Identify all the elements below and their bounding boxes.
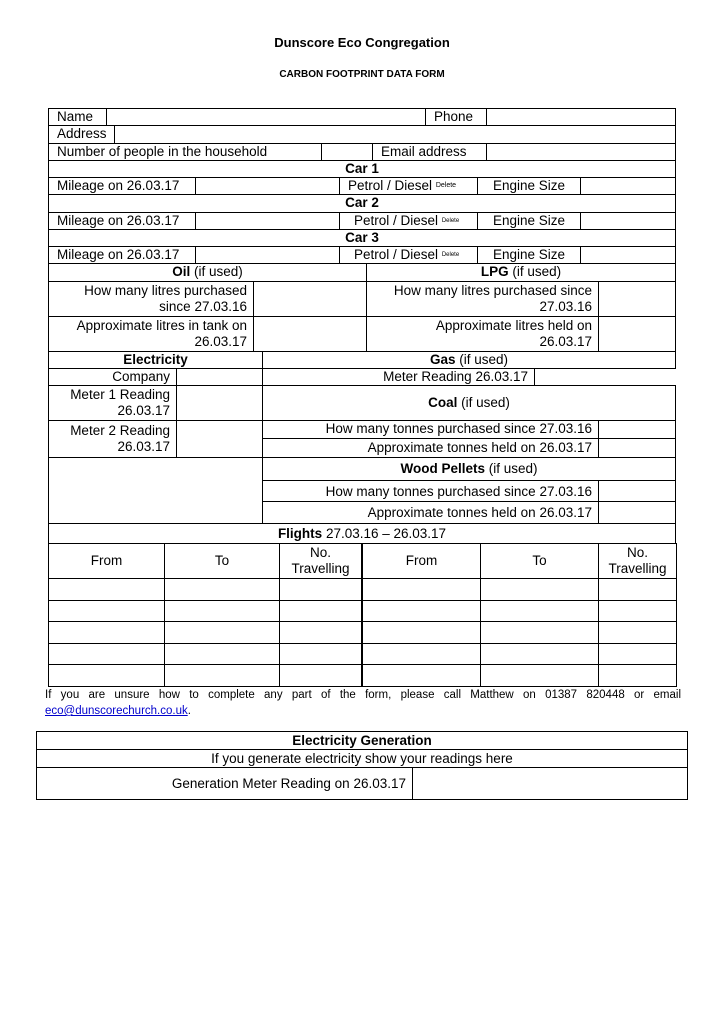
oil-tank-field[interactable] [253,316,367,352]
flights-cell[interactable] [164,578,280,601]
flights-col-header: No. Travelling [279,543,362,579]
car3-engine-label: Engine Size [477,246,581,264]
name-field[interactable] [106,108,426,126]
help-end: . [187,705,191,717]
lpg-purchased-label [366,281,599,317]
flights-cell[interactable] [598,621,677,644]
lpg-qualifier: (if used) [512,264,562,279]
car2-engine-label: Engine Size [477,212,581,230]
coal-qualifier: (if used) [461,395,510,410]
car1-fuel-label: Petrol / Diesel [348,178,433,193]
car2-engine-field[interactable] [580,212,676,230]
car1-delete-note: Delete [435,182,457,189]
flights-cell[interactable] [279,643,362,665]
gas-meter-field[interactable] [534,368,676,386]
flights-cell[interactable] [164,664,280,687]
oil-purchased-line2: since 27.03.16 [159,299,247,314]
electricity-blank [48,457,263,524]
flights-cell[interactable] [48,643,165,665]
meter1-line1: Meter 1 Reading [70,387,170,402]
coal-purchased-label: How many tonnes purchased since 27.03.16 [262,420,599,439]
wood-header [262,457,676,481]
generation-subtitle: If you generate electricity show your readings here [36,749,688,768]
flights-cell[interactable] [164,643,280,665]
people-label: Number of people in the household [48,143,322,161]
coal-header [262,385,676,421]
car3-title: Car 3 [48,229,676,247]
help-email-link[interactable]: eco@dunscorechurch.co.uk [45,705,188,717]
car2-mileage-field[interactable] [195,212,340,230]
car3-mileage-field[interactable] [195,246,340,264]
lpg-held-label [366,316,599,352]
oil-title: Oil [172,264,191,279]
flights-cell[interactable] [480,664,599,687]
flights-cell[interactable] [164,600,280,622]
flights-cell[interactable] [598,643,677,665]
gas-title: Gas [429,352,456,367]
meter2-line1: Meter 2 Reading [70,423,170,438]
car2-fuel-label: Petrol / Diesel [354,213,439,228]
car3-delete-note: Delete [441,252,460,258]
meter1-label [48,385,177,421]
gas-qualifier: (if used) [459,352,509,367]
wood-purchased-field[interactable] [598,480,676,502]
flights-cell[interactable] [598,600,677,622]
phone-field[interactable] [486,108,676,126]
company-field[interactable] [176,368,263,386]
car1-title: Car 1 [48,160,676,178]
flights-cell[interactable] [361,578,481,601]
flights-cell[interactable] [361,621,481,644]
address-field[interactable] [114,125,676,144]
car1-mileage-label: Mileage on 26.03.17 [48,177,196,195]
email-label: Email address [372,143,487,161]
company-label: Company [48,368,177,386]
meter2-label [48,420,177,458]
flights-cell[interactable] [279,664,362,687]
help-note [45,687,681,719]
lpg-held-line2: 26.03.17 [539,334,592,349]
oil-purchased-line1: How many litres purchased [84,283,247,298]
car1-mileage-field[interactable] [195,177,340,195]
lpg-held-field[interactable] [598,316,676,352]
flights-cell[interactable] [48,600,165,622]
oil-tank-line2: 26.03.17 [194,334,247,349]
flights-cell[interactable] [48,621,165,644]
oil-header [48,263,367,282]
wood-purchased-label: How many tonnes purchased since 27.03.16 [262,480,599,502]
car2-fuel[interactable] [339,212,478,230]
name-label: Name [48,108,107,126]
car2-title: Car 2 [48,194,676,213]
people-field[interactable] [321,143,373,161]
car3-fuel[interactable] [339,246,478,264]
flights-header [48,523,676,544]
flights-cell[interactable] [279,621,362,644]
coal-held-field[interactable] [598,438,676,458]
flights-cell[interactable] [598,578,677,601]
gas-header [262,351,676,369]
meter1-line2: 26.03.17 [117,403,170,418]
phone-label: Phone [425,108,487,126]
car3-fuel-label: Petrol / Diesel [354,247,439,262]
page-title: Dunscore Eco Congregation [274,35,450,50]
email-field[interactable] [486,143,676,161]
lpg-title: LPG [480,264,509,279]
flights-cell[interactable] [361,643,481,665]
flights-col-header: From [361,543,481,579]
car1-engine-label: Engine Size [477,177,581,195]
flights-cell[interactable] [279,600,362,622]
flights-cell[interactable] [598,664,677,687]
car2-mileage-label: Mileage on 26.03.17 [48,212,196,230]
generation-meter-label: Generation Meter Reading on 26.03.17 [36,767,413,800]
flights-cell[interactable] [279,578,362,601]
flights-col-header: To [164,543,280,579]
electricity-title: Electricity [48,351,263,369]
lpg-purchased-field[interactable] [598,281,676,317]
flights-cell[interactable] [480,578,599,601]
lpg-held-line1: Approximate litres held on [435,318,592,333]
flights-cell[interactable] [480,621,599,644]
generation-meter-field[interactable] [412,767,688,800]
oil-tank-line1: Approximate litres in tank on [76,318,247,333]
car1-fuel[interactable] [339,177,478,195]
flights-period: 27.03.16 – 26.03.17 [325,526,447,541]
oil-purchased-field[interactable] [253,281,367,317]
lpg-purchased-line1: How many litres purchased since [393,283,592,298]
oil-purchased-label [48,281,254,317]
flights-col-header: To [480,543,599,579]
car1-engine-field[interactable] [580,177,676,195]
coal-purchased-field[interactable] [598,420,676,439]
flights-cell[interactable] [164,621,280,644]
wood-title: Wood Pellets [400,461,485,476]
form-subtitle: CARBON FOOTPRINT DATA FORM [279,69,445,80]
flights-cell[interactable] [48,664,165,687]
car3-engine-field[interactable] [580,246,676,264]
oil-qualifier: (if used) [194,264,243,279]
flights-col-header: No. Travelling [598,543,677,579]
car2-delete-note: Delete [441,218,460,224]
flights-title: Flights [277,526,323,541]
lpg-purchased-line2: 27.03.16 [539,299,592,314]
lpg-header [366,263,676,282]
coal-title: Coal [428,395,458,410]
wood-held-field[interactable] [598,501,676,524]
flights-cell[interactable] [361,600,481,622]
flights-cell[interactable] [480,643,599,665]
meter2-line2: 26.03.17 [117,439,170,454]
address-label: Address [48,125,115,144]
help-text: If you are unsure how to complete any part of the form, please call Matthew on 01387 820448 or email [45,689,681,701]
flights-cell[interactable] [48,578,165,601]
generation-title: Electricity Generation [36,731,688,750]
coal-held-label: Approximate tonnes held on 26.03.17 [262,438,599,458]
car3-mileage-label: Mileage on 26.03.17 [48,246,196,264]
flights-col-header: From [48,543,165,579]
flights-cell[interactable] [361,664,481,687]
oil-tank-label [48,316,254,352]
flights-cell[interactable] [480,600,599,622]
wood-held-label: Approximate tonnes held on 26.03.17 [262,501,599,524]
wood-qualifier: (if used) [488,461,538,476]
gas-meter-label: Meter Reading 26.03.17 [262,368,535,386]
meter2-field[interactable] [176,420,263,458]
meter1-field[interactable] [176,385,263,421]
